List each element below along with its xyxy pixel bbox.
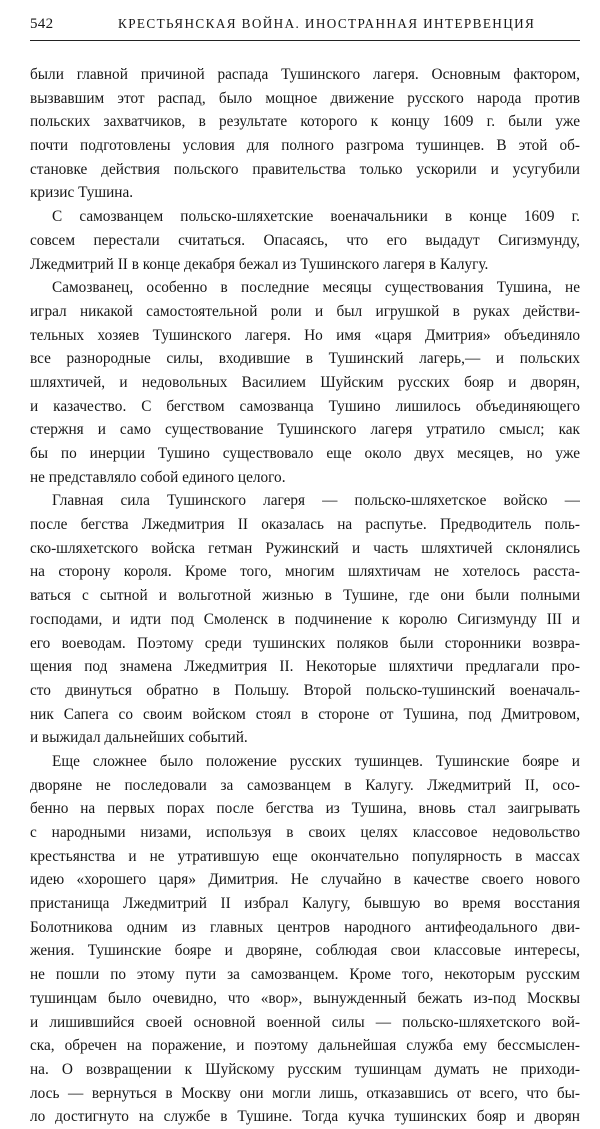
paragraph bbox=[30, 750, 580, 1129]
text-line: пристанища Лжедмитрий II избрал Калугу, бывшую во время восстания bbox=[30, 895, 580, 913]
text-line: Лжедмитрий II в конце декабря бежал из Тушинского лагеря в Калугу. bbox=[30, 255, 489, 273]
text-line: шляхтичей, и недовольных Василием Шуйским русских бояр и дворян, bbox=[30, 373, 580, 391]
text-line: были главной причиной распада Тушинского лагеря. Основным фактором, bbox=[30, 66, 580, 83]
text-line: идею «хорошего царя» Димитрия. Не случайно в качестве своего нового bbox=[30, 871, 580, 889]
text-line: польских захватчиков, в результате которого к концу 1609 г. были уже bbox=[30, 113, 580, 131]
text-line: его воеводам. Поэтому среди тушинских поляков были сторонники возвра- bbox=[30, 634, 580, 652]
text-line: и лишившийся своей основной военной силы — польско-шляхетского вой- bbox=[30, 1013, 580, 1031]
text-line: и казачество. С бегством самозванца Тушино лишилось объединяющего bbox=[30, 397, 580, 415]
text-line: лось — вернуться в Москву они могли лишь, отказавшись от всего, что бы- bbox=[30, 1084, 580, 1102]
text-line: совсем перестали считаться. Опасаясь, что его выдадут Сигизмунду, bbox=[30, 231, 580, 249]
text-line: тушинцам было очевидно, что «вор», вынужденный бежать из-под Москвы bbox=[30, 989, 580, 1007]
text-line: тельных хозяев Тушинского лагеря. Но имя «царя Дмитрия» объединяло bbox=[30, 326, 580, 344]
text-line: Главная сила Тушинского лагеря — польско-шляхетское войско — bbox=[52, 492, 580, 510]
paragraph bbox=[30, 63, 580, 205]
body-text bbox=[30, 63, 580, 1129]
text-line: господами, и идти под Смоленск в подчинение к королю Сигизмунду III и bbox=[30, 610, 580, 628]
text-line: кризис Тушина. bbox=[30, 184, 134, 202]
page-header bbox=[30, 10, 580, 41]
text-line: не представляло собой единого целого. bbox=[30, 468, 286, 486]
text-line: дворяне не последовали за самозванцем в Калугу. Лжедмитрий II, осо- bbox=[30, 776, 580, 794]
text-line: почти подготовлены условия для полного разгрома тушинцев. В этой об- bbox=[30, 137, 580, 155]
text-line: ваться с сытной и вольготной жизнью в Тушине, где они были полными bbox=[30, 587, 580, 605]
text-line: Болотникова одним из главных центров народного антифеодального дви- bbox=[30, 918, 580, 936]
text-line: играл никакой самостоятельной роли и был игрушкой в руках действи- bbox=[30, 302, 580, 320]
text-line: становке действия польского правительства только ускорили и усугубили bbox=[30, 160, 580, 178]
text-line: стержня и само существование Тушинского лагеря утратило смысл; как bbox=[30, 421, 580, 439]
text-line: вызвавшим этот распад, было мощное движение русского народа против bbox=[30, 89, 580, 107]
text-line: С самозванцем польско-шляхетские военачальники в конце 1609 г. bbox=[52, 208, 580, 226]
text-line: бы по инерции Тушино существовало еще около двух месяцев, но уже bbox=[30, 445, 580, 462]
text-line: ско-шляхетского войска гетман Ружинский и часть шляхтичей склонялись bbox=[30, 539, 580, 557]
paragraph bbox=[30, 276, 580, 489]
text-line: Еще сложнее было положение русских тушинцев. Тушинские бояре и bbox=[52, 752, 580, 770]
paragraph bbox=[30, 489, 580, 750]
text-line: ска, обречен на поражение, и поэтому дальнейшая служба ему бессмыслен- bbox=[30, 1037, 580, 1055]
text-line: Самозванец, особенно в последние месяцы существования Тушина, не bbox=[52, 279, 580, 297]
page-number: 542 bbox=[30, 16, 54, 32]
text-line: на сторону короля. Кроме того, многим шляхтичам не хотелось расста- bbox=[30, 563, 580, 581]
text-line: ник Сапега со своим войском стоял в стороне от Тушина, под Дмитровом, bbox=[30, 705, 580, 723]
text-line: и выжидал дальнейших событий. bbox=[30, 729, 248, 747]
text-line: щения под знамена Лжедмитрия II. Некоторые шляхтичи предлагали про- bbox=[30, 658, 580, 676]
text-line: с народными низами, используя в своих целях классовое недовольство bbox=[30, 824, 580, 841]
text-line: не пошли по этому пути за самозванцем. Кроме того, некоторым русским bbox=[30, 966, 580, 984]
text-line: после бегства Лжедмитрия II оказалась на распутье. Предводитель поль- bbox=[30, 516, 580, 534]
text-line: сто двинуться обратно в Польшу. Второй польско-тушинский военачаль- bbox=[30, 681, 580, 699]
running-head: КРЕСТЬЯНСКАЯ ВОЙНА. ИНОСТРАННАЯ ИНТЕРВЕНЦИЯ bbox=[118, 16, 536, 31]
book-page bbox=[30, 10, 580, 1129]
text-line: все разнородные силы, входившие в Тушинский лагерь,— и польских bbox=[30, 350, 580, 368]
text-line: на. О возвращении к Шуйскому русским тушинцам думать не приходи- bbox=[30, 1060, 580, 1078]
text-line: ло достигнуто на службе в Тушине. Тогда кучка тушинских бояр и дворян bbox=[30, 1108, 580, 1126]
text-line: бенно на первых порах после бегства из Тушина, вновь стал заигрывать bbox=[30, 800, 580, 818]
paragraph bbox=[30, 205, 580, 276]
text-line: жения. Тушинские бояре и дворяне, соблюдая свои классовые интересы, bbox=[30, 942, 580, 960]
text-line: крестьянства и не утратившую еще окончательно популярность в массах bbox=[30, 847, 580, 865]
